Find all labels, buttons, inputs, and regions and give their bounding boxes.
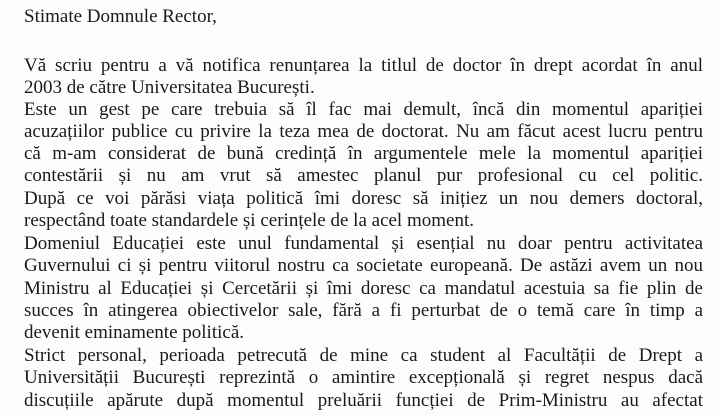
paragraph-4-line-3: discuțiile apărute după momentul preluării funcției de Prim-Ministru au afectat: [24, 390, 703, 411]
paragraph-3-line-5: devenit eminamente politică.: [24, 322, 245, 343]
paragraph-2-line-1: Este un gest pe care trebuia să îl fac mai demult, încă din momentul apariției: [24, 99, 703, 120]
salutation: Stimate Domnule Rector,: [24, 6, 217, 27]
paragraph-2-line-3: că m-am considerat de bună credință în argumentele mele la momentul apariției: [24, 143, 703, 164]
paragraph-2-line-6: respectând toate standardele și cerințele de la acel moment.: [24, 210, 474, 231]
paragraph-2-line-5: După ce voi părăsi viața politică îmi doresc să inițiez un nou demers doctoral,: [24, 188, 703, 209]
paragraph-4-line-1: Strict personal, perioada petrecută de mine ca student al Facultății de Drept a: [24, 345, 703, 366]
paragraph-3-line-2: Guvernului ci și pentru viitorul nostru ca societate europeană. De astăzi avem un nou: [24, 255, 703, 276]
paragraph-1-line-1: Vă scriu pentru a vă notifica renunțarea la titlul de doctor în drept acordat în anul: [24, 55, 703, 76]
paragraph-4-line-2: Universității București reprezintă o amintire excepțională și regret nespus dacă: [24, 367, 703, 388]
paragraph-3-line-3: Ministru al Educației și Cercetării și îmi doresc ca mandatul acestuia sa fie plin de: [24, 278, 703, 299]
paragraph-2-line-4: contestării și nu am vrut să amestec planul pur profesional cu cel politic.: [24, 165, 703, 186]
paragraph-2-line-2: acuzațiilor publice cu privire la teza mea de doctorat. Nu am făcut acest lucru pentru: [24, 121, 703, 142]
paragraph-3-line-4: succes în atingerea obiectivelor sale, fără a fi perturbat de o temă care în timp a: [24, 300, 703, 321]
paragraph-3-line-1: Domeniul Educației este unul fundamental și esențial nu doar pentru activitatea: [24, 233, 703, 254]
paragraph-1-line-2: 2003 de către Universitatea București.: [24, 77, 315, 98]
